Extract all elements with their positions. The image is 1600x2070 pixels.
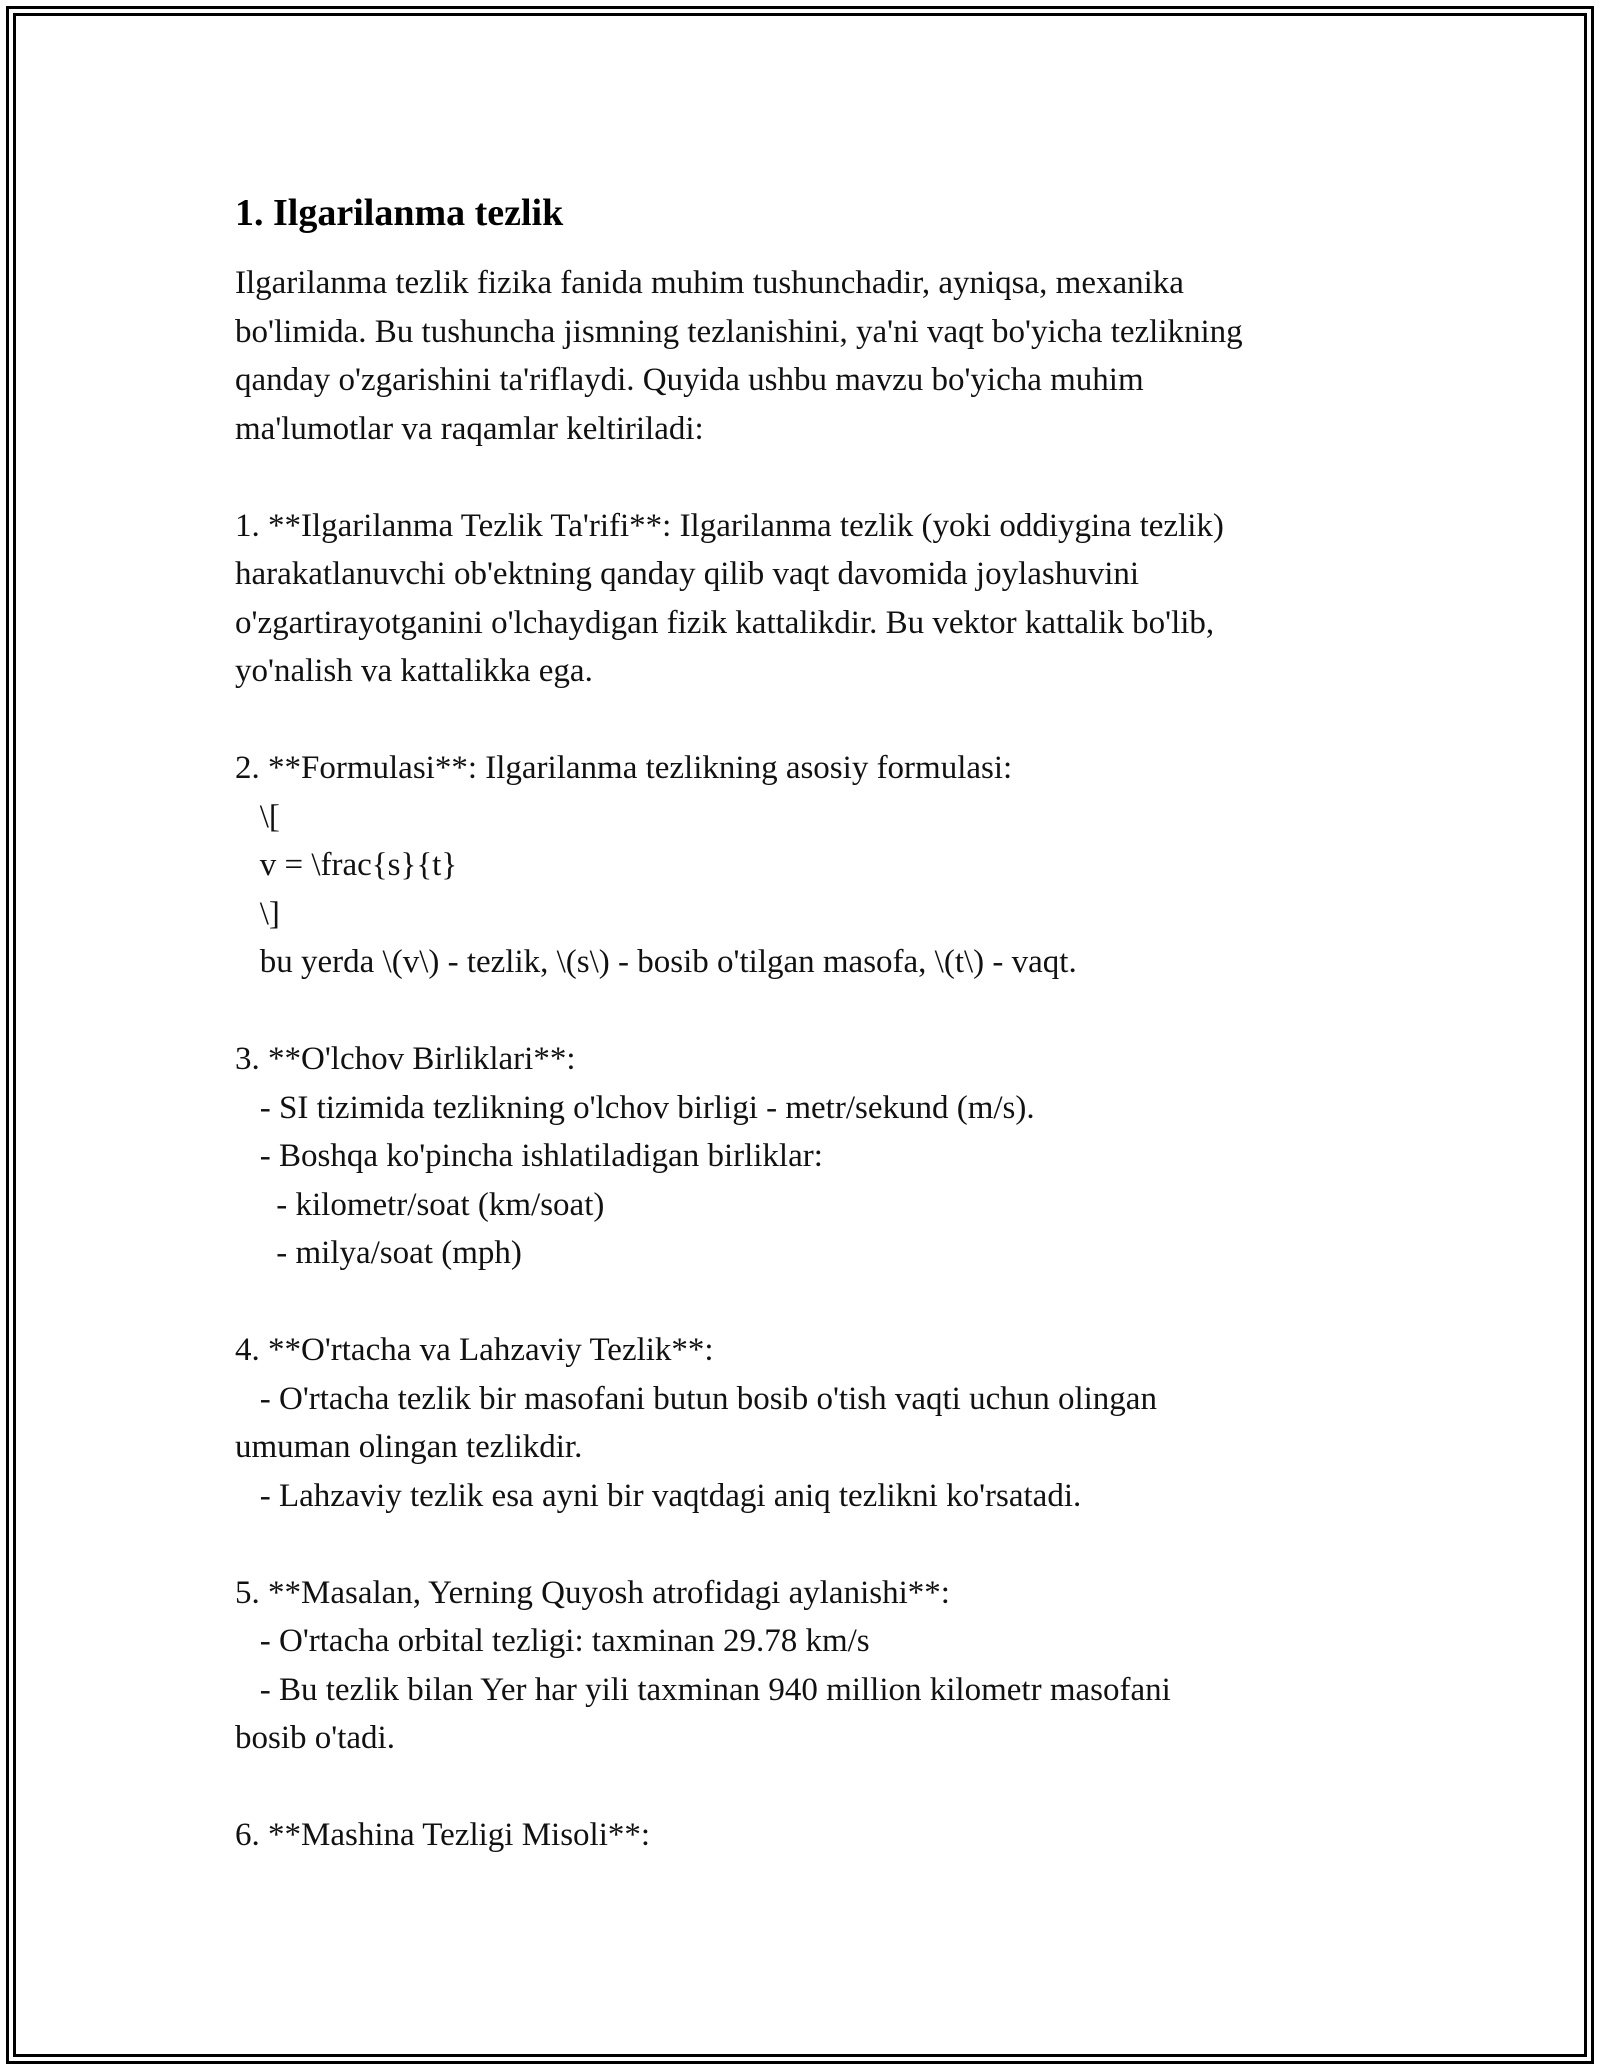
section-average-instant: 4. **O'rtacha va Lahzaviy Tezlik**: - O'rtacha tezlik bir masofani butun bosib o'tish vaqti uchun olingan umuman olingan tezlikdir. - Lahzaviy tezlik esa ayni bir vaqtdagi aniq tezlikni ko'rsatadi. — [235, 1332, 1157, 1514]
intro-paragraph: Ilgarilanma tezlik fizika fanida muhim tushunchadir, ayniqsa, mexanika bo'limida. Bu tushuncha jismning tezlanishini, ya'ni vaqt bo'yicha tezlikning qanday o'zgarishini ta'riflaydi. Quyida ushbu mavzu bo'yicha muhim ma'lumotlar va raqamlar keltiriladi: — [235, 265, 1243, 447]
paragraph-spacer — [235, 1278, 1395, 1327]
paragraph-spacer — [235, 1520, 1395, 1569]
section-units: 3. **O'lchov Birliklari**: - SI tizimida tezlikning o'lchov birligi - metr/sekund (m/s). - Boshqa ko'pincha ishlatiladigan birliklar: - kilometr/soat (km/soat) - milya/soat (mph) — [235, 1041, 1035, 1271]
section-earth-orbit: 5. **Masalan, Yerning Quyosh atrofidagi aylanishi**: - O'rtacha orbital tezligi: taxminan 29.78 km/s - Bu tezlik bilan Yer har yili taxminan 940 million kilometr masofani bosib o'tadi. — [235, 1574, 1171, 1756]
section-formula: 2. **Formulasi**: Ilgarilanma tezlikning asosiy formulasi: \[ v = \frac{s}{t} \] bu yerda \(v\) - tezlik, \(s\) - bosib o'tilgan masofa, \(t\) - vaqt. — [235, 750, 1077, 980]
section-car-speed: 6. **Mashina Tezligi Misoli**: — [235, 1817, 651, 1853]
paragraph-spacer — [235, 453, 1395, 502]
paragraph-spacer — [235, 1763, 1395, 1812]
document-body — [235, 185, 1395, 1860]
section-definition: 1. **Ilgarilanma Tezlik Ta'rifi**: Ilgarilanma tezlik (yoki oddiygina tezlik) harakatlanuvchi ob'ektning qanday qilib vaqt davomida joylashuvini o'zgartirayotganini o'lchaydigan fizik kattalikdir. Bu vektor kattalik bo'lib, yo'nalish va kattalikka ega. — [235, 507, 1224, 689]
document-heading: 1. Ilgarilanma tezlik — [235, 192, 564, 234]
paragraph-spacer — [235, 987, 1395, 1036]
paragraph-spacer — [235, 696, 1395, 745]
